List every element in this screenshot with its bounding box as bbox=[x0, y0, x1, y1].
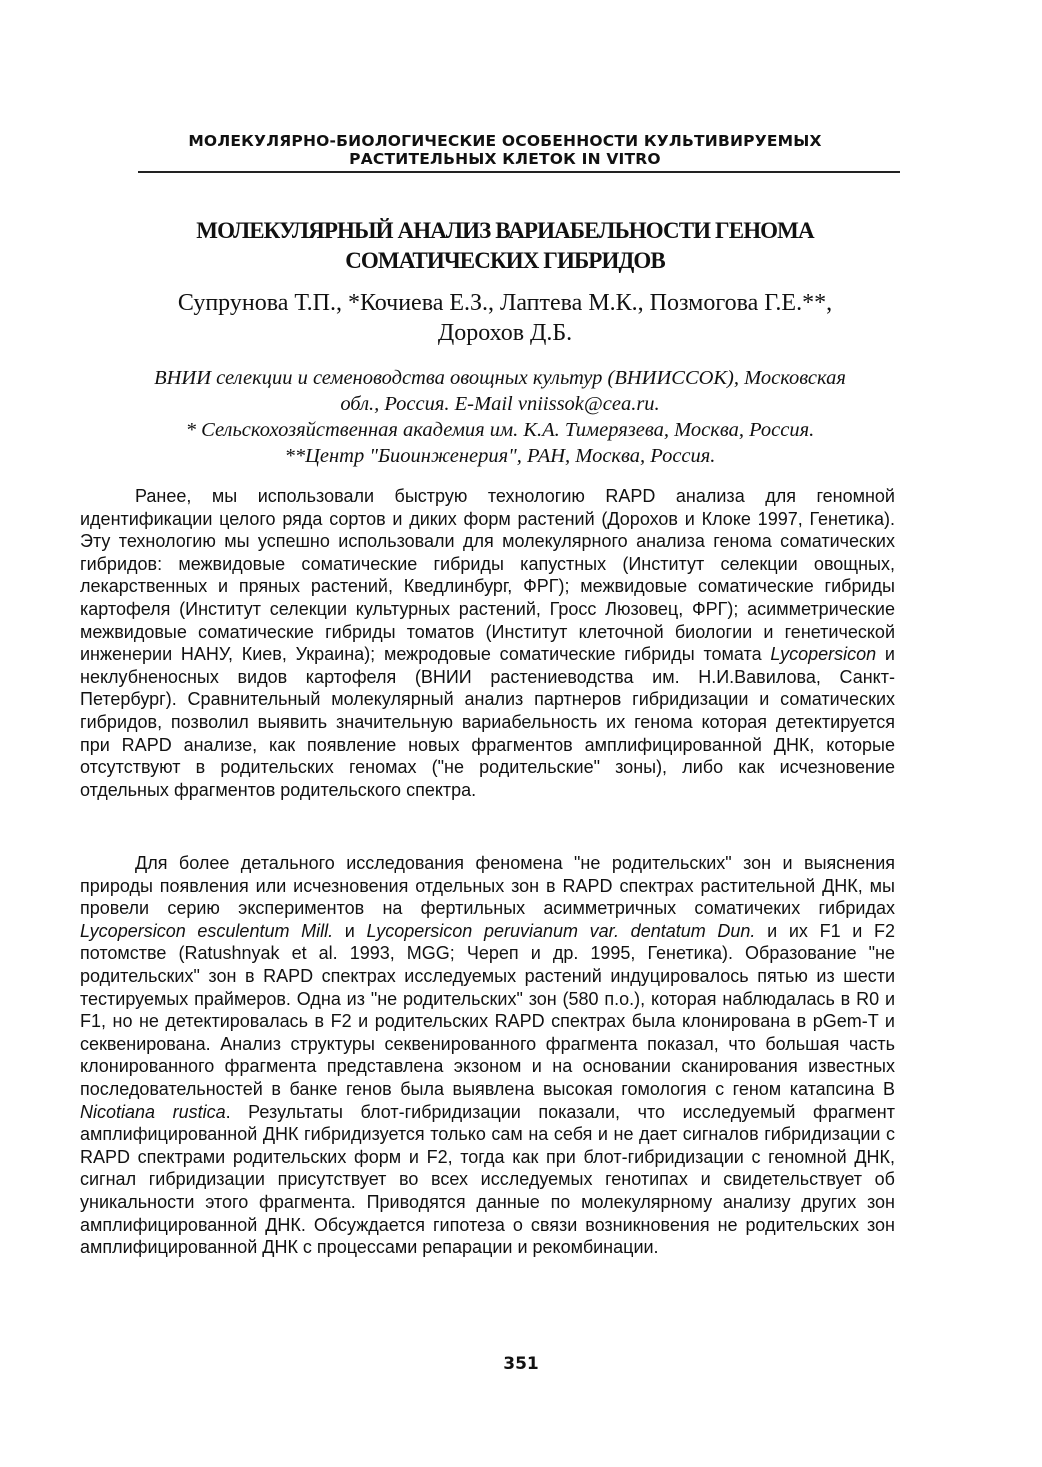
article-title-line-1: МОЛЕКУЛЯРНЫЙ АНАЛИЗ ВАРИАБЕЛЬНОСТИ ГЕНОМА bbox=[196, 218, 814, 243]
affiliation-main-line-1: ВНИИ селекции и семеноводства овощных культур (ВНИИССОК), Московская bbox=[154, 367, 846, 389]
paragraph-1-text-b: и неклубненосных видов картофеля (ВНИИ растениеводства им. Н.И.Вавилова, Санкт-Петербург). Сравнительный молекулярный анализ партнеров гибридизации и соматических гибридов, позволил выявить значительную вариабельность их генома которая детектируется при RAPD анализе, как появление новых фрагментов амплифицированной ДНК, которые отсутствуют в родительских геномах ("не родительские" зоны), либо как исчезновение отдельных фрагментов родительского спектра. bbox=[80, 644, 895, 800]
affiliation-double-star: **Центр "Биоинженерия", РАН, Москва, Россия. bbox=[284, 445, 716, 467]
affiliation-main bbox=[90, 365, 910, 417]
paragraph-2-text-b: и bbox=[333, 920, 367, 941]
running-header bbox=[110, 132, 900, 168]
species-name-nicotiana: Nicotiana rustica bbox=[80, 1101, 226, 1122]
author-list bbox=[110, 288, 900, 348]
running-header-line-2: РАСТИТЕЛЬНЫХ КЛЕТОК IN VITRO bbox=[349, 150, 661, 168]
paragraph-2-text-c: и их F1 и F2 потомстве (Ratushnyak et al. 1993, MGG; Череп и др. 1995, Генетика). Образование "не родительских" зон в RAPD спектрах исследуемых растений индуцировалось пятью из шести тестируемых праймеров. Одна из "не родительских" зон (580 п.о.), которая наблюдалась в R0 и F1, но не детектировалась в F2 и родительских RAPD спектрах была клонирована в pGem-T и секвенирована. Анализ структуры секвенированного фрагмента показал, что большая часть клонированного фрагмента представлена экзоном и на основании сканирования известных последовательностей в банке генов была выявлена высокая гомология с геном катапсина В bbox=[80, 920, 895, 1099]
paragraph-1-text-a: Ранее, мы использовали быструю технологию RAPD анализа для геномной идентификации целого ряда сортов и диких форм растений (Дорохов и Клоке 1997, Генетика). Эту технологию мы успешно использовали для молекулярного анализа генома соматических гибридов: межвидовые соматические гибриды капустных (Институт селекции овощных, лекарственных и пряных растений, Кведлинбург, ФРГ); межвидовые соматические гибриды картофеля (Институт селекции культурных растений, Гросс Люзовец, ФРГ); асимметрические межвидовые соматические гибриды томатов (Институт клеточной биологии и генетической инженерии НАНУ, Киев, Украина); межродовые соматические гибриды томата bbox=[80, 486, 895, 665]
running-header-line-1: МОЛЕКУЛЯРНО-БИОЛОГИЧЕСКИЕ ОСОБЕННОСТИ КУЛЬТИВИРУЕМЫХ bbox=[188, 132, 822, 150]
affiliation-single-star: * Сельскохозяйственная академия им. К.А. Тимерязева, Москва, Россия. bbox=[185, 419, 815, 441]
header-rule bbox=[138, 171, 900, 173]
author-list-line-1: Супрунова Т.П., *Кочиева Е.З., Лаптева М.К., Позмогова Г.Е.**, bbox=[177, 290, 833, 316]
abstract-paragraph-1 bbox=[80, 485, 895, 801]
affiliation-main-line-2: обл., Россия. E-Mail vniissok@cea.ru. bbox=[340, 393, 660, 415]
article-title bbox=[110, 216, 900, 276]
species-name-peruvianum: Lycopersicon peruvianum var. dentatum Dun. bbox=[366, 920, 756, 941]
author-list-line-2: Дорохов Д.Б. bbox=[437, 320, 573, 346]
page-number: 351 bbox=[503, 1354, 539, 1374]
paragraph-2-text-a: Для более детального исследования феномена "не родительских" зон и выяснения природы появления или исчезновения отдельных зон в RAPD спектрах растительной ДНК, мы провели серию экспериментов на фертильных асимметричных соматичеких гибридах bbox=[80, 853, 895, 919]
species-name-lycopersicon: Lycopersicon bbox=[770, 644, 877, 665]
article-title-line-2: СОМАТИЧЕСКИХ ГИБРИДОВ bbox=[345, 248, 665, 273]
paragraph-2-text-d: . Результаты блот-гибридизации показали, что исследуемый фрагмент амплифицированной ДНК гибридизуется только сам на себя и не дает сигналов гибридизации с RAPD спектрами родительских форм и F2, тогда как при блот-гибридизации с геномной ДНК, сигнал гибридизации присутствует во всех исследуемых генотипах и свидетельствует об уникальности этого фрагмента. Приводятся данные по молекулярному анализу других зон амплифицированной ДНК. Обсуждается гипотеза о связи возникновения не родительских зон амплифицированной ДНК с процессами репарации и рекомбинации. bbox=[80, 1101, 895, 1258]
species-name-esculentum: Lycopersicon esculentum Mill. bbox=[80, 920, 334, 941]
abstract-paragraph-2 bbox=[80, 852, 895, 1259]
